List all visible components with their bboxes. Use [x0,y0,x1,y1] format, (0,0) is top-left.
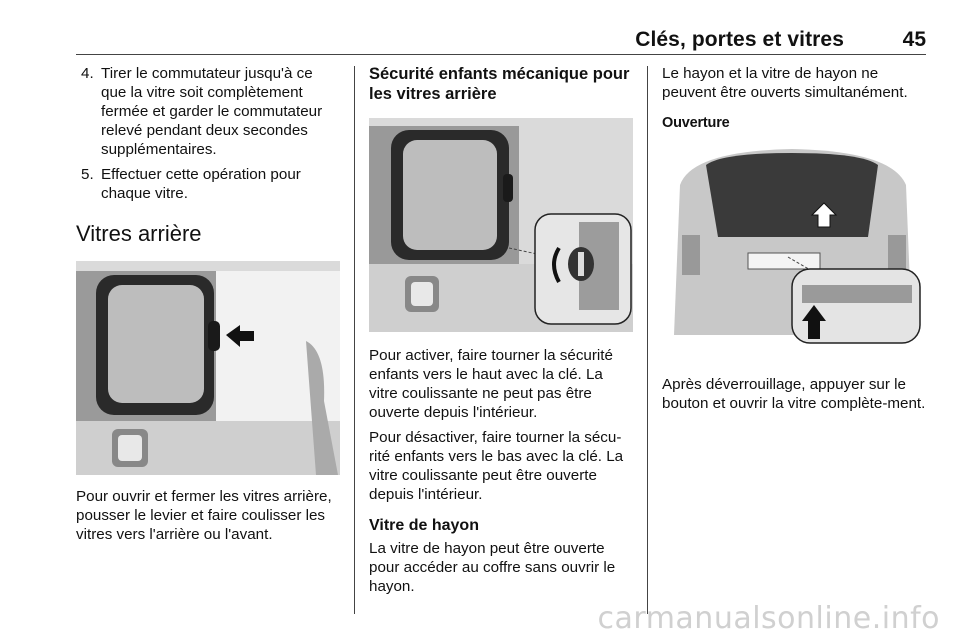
tailgate-window-heading: Vitre de hayon [369,517,479,534]
chapter-title: Clés, portes et vitres [635,28,844,51]
step-number: 4. [81,65,94,82]
paragraph: Pour activer, faire tourner la sécurité enfants vers le haut avec la clé. La vitre coulissante ne peut pas être ouverte depuis l'intérieur. [369,347,613,421]
column-3 [662,64,928,419]
list-item [76,64,340,159]
paragraph: Pour ouvrir et fermer les vitres arrière, pousser le levier et faire coulisser les vitres vers l'arrière ou l'avant. [76,488,332,543]
page-number: 45 [902,28,926,51]
column-1 [76,64,340,550]
column-divider [354,66,355,614]
column-divider [647,66,648,614]
step-text: Tirer le commutateur jusqu'à ce que la vitre soit complètement fermée et garder le commutateur relevé pendant deux secondes supplémentaires. [101,65,323,158]
section-title: Vitres arrière [76,221,202,246]
list-item [76,165,340,203]
paragraph: Après déverrouillage, appuyer sur le bouton et ouvrir la vitre complète-ment. [662,376,926,412]
paragraph: Le hayon et la vitre de hayon ne peuvent être ouverts simultanément. [662,65,908,101]
paragraph: Pour désactiver, faire tourner la sécu-rité enfants vers le bas avec la clé. La vitre coulissante peut être ouverte depuis l'intérieur. [369,429,624,503]
opening-heading: Ouverture [662,115,730,131]
step-number: 5. [81,166,94,183]
steps-list [76,64,340,203]
page-header [76,28,926,55]
step-text: Effectuer cette opération pour chaque vitre. [101,166,301,202]
paragraph: La vitre de hayon peut être ouverte pour accéder au coffre sans ouvrir le hayon. [369,540,616,595]
child-lock-illustration [369,118,633,332]
tailgate-illustration [662,145,924,359]
rear-window-illustration [76,261,340,475]
column-2 [369,64,635,602]
watermark: carmanualsonline.info [597,601,940,636]
child-lock-heading: Sécurité enfants mécanique pour les vitres arrière [369,65,630,103]
